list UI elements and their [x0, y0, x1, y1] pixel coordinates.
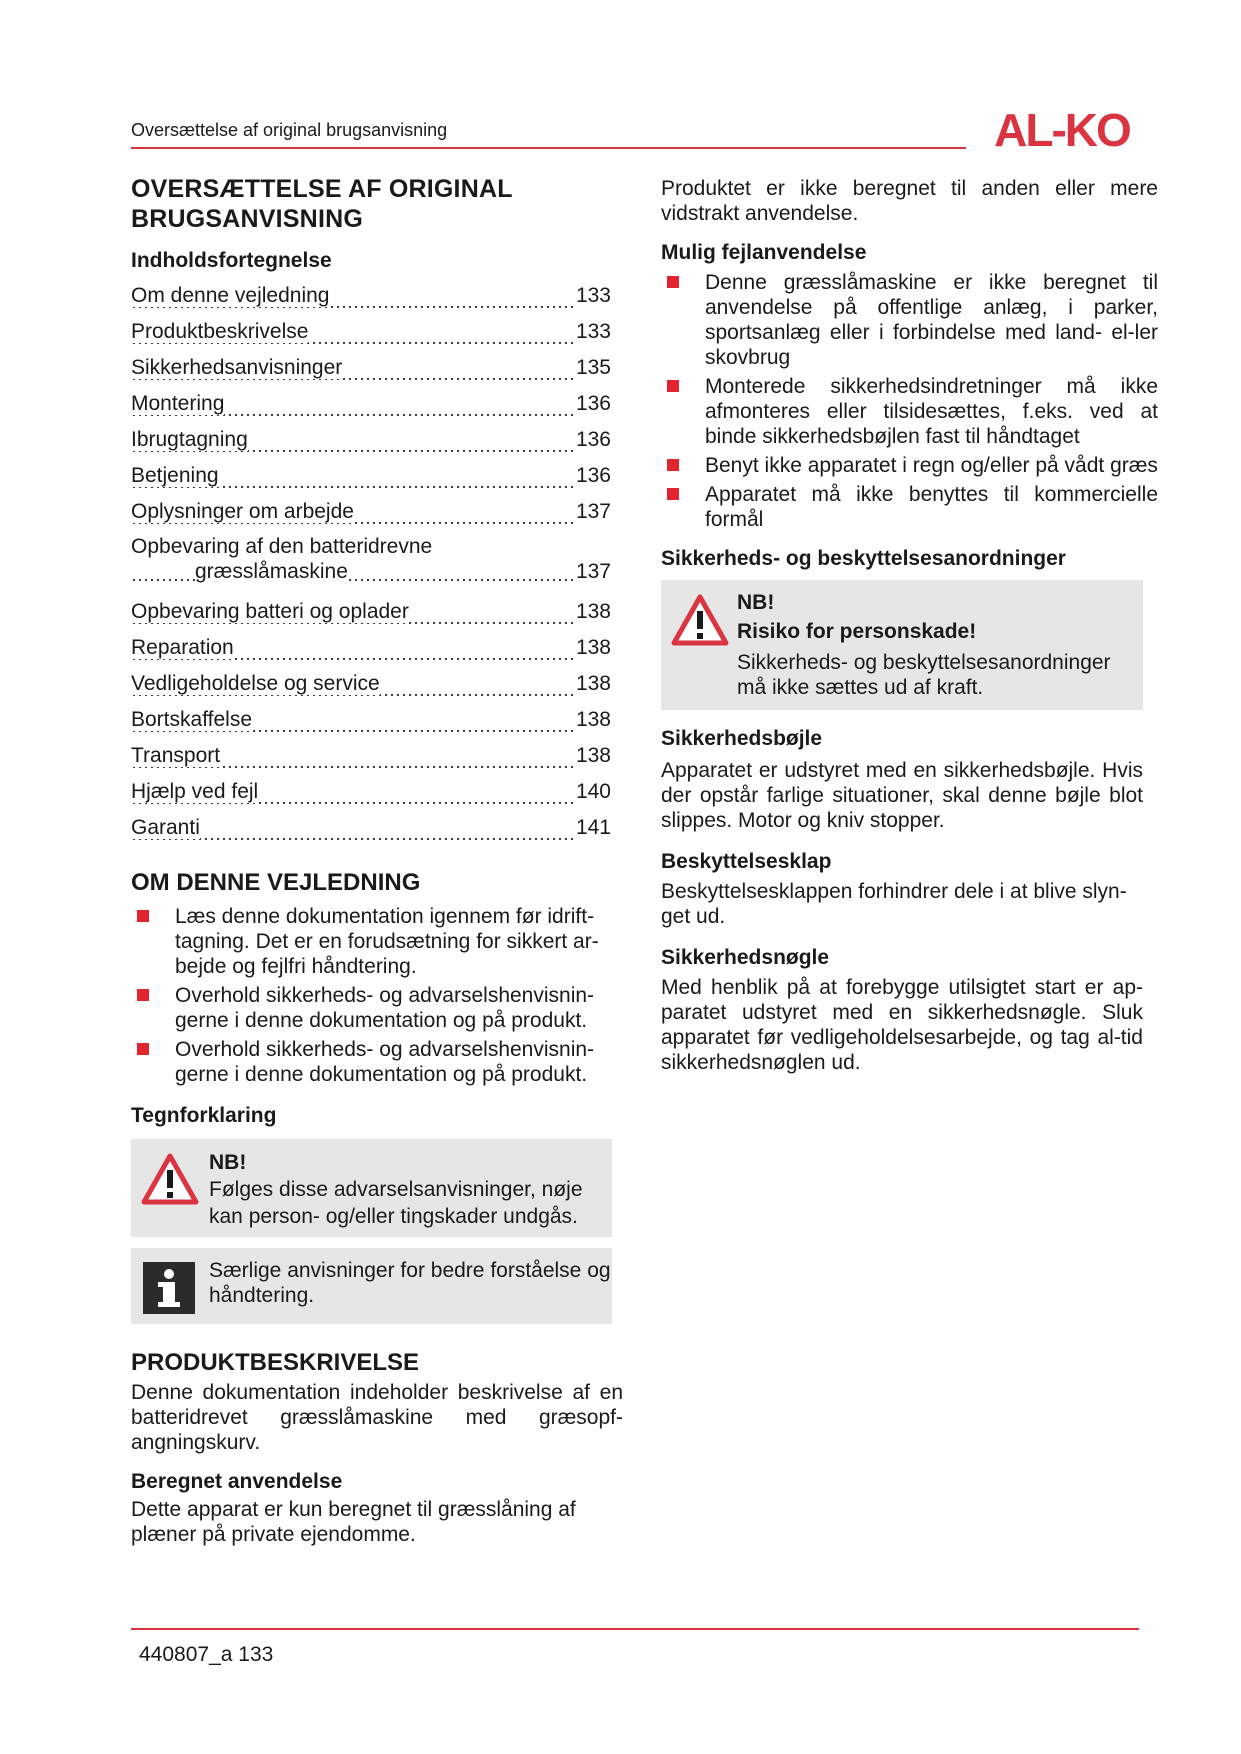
warning-triangle-icon [141, 1153, 199, 1210]
bullet-square-icon [667, 380, 679, 392]
toc-entry [131, 630, 611, 666]
warning-triangle-icon [671, 594, 729, 651]
key-text: Med henblik på at forebygge utilsigtet start er ap-paratet udstyret med en sikkerhedsnøgle. Sluk apparatet før vedligeholdelsesarbejde, og tag al-tid sikkerhedsnøglen ud. [661, 976, 1143, 1074]
warning-label: NB! [209, 1151, 247, 1174]
toc-entry-title: Oplysninger om arbejde [131, 500, 354, 523]
toc-entry [131, 774, 611, 810]
toc-entry-page: 136 [574, 422, 611, 458]
toc-entry-page: 138 [574, 738, 611, 774]
list-item: Benyt ikke apparatet i regn og/eller på vådt græs [661, 453, 1158, 478]
flap-heading: Beskyttelsesklap [661, 850, 832, 873]
info-text: Særlige anvisninger for bedre forståelse og håndtering. [209, 1259, 611, 1307]
toc-entry-title: Montering [131, 392, 225, 415]
toc-entry-title: Opbevaring batteri og oplader [131, 600, 409, 623]
header-rule [131, 147, 966, 149]
list-item: Overhold sikkerheds- og advarselshenvisnin-gerne i denne dokumentation og på produkt. [131, 983, 623, 1033]
toc-entry-page: 140 [574, 774, 611, 810]
toc-entry [131, 422, 611, 458]
toc-entry-title: Vedligeholdelse og service [131, 672, 380, 695]
legend-heading: Tegnforklaring [131, 1104, 277, 1127]
toc-entry-page: 136 [574, 458, 611, 494]
warning-text: Sikkerheds- og beskyttelsesanordninger må ikke sættes ud af kraft. [737, 651, 1111, 699]
footer-rule [131, 1628, 1139, 1630]
intro-text: Produktet er ikke beregnet til anden eller mere vidstrakt anvendelse. [661, 177, 1158, 225]
toc-entry-page: 138 [574, 594, 611, 630]
alko-logo [985, 108, 1140, 153]
toc-entry-title: Garanti [131, 816, 200, 839]
list-item: Overhold sikkerheds- og advarselshenvisnin-gerne i denne dokumentation og på produkt. [131, 1037, 623, 1087]
toc-entry [131, 594, 611, 630]
toc-entry-page: 137 [575, 560, 611, 583]
toc-entry-page: 141 [574, 810, 611, 846]
key-heading: Sikkerhedsnøgle [661, 946, 830, 969]
list-item: Denne græsslåmaskine er ikke beregnet til anvendelse på offentlige anlæg, i parker, sportsanlæg eller i forbindelse med land- el-ler skovbrug [661, 270, 1158, 370]
toc-entry-title: Reparation [131, 636, 234, 659]
toc-entry-page: 137 [574, 494, 611, 530]
bail-text: Apparatet er udstyret med en sikkerhedsbøjle. Hvis der opstår farlige situationer, skal denne bøjle blot slippes. Motor og kniv stopper. [661, 759, 1143, 832]
toc-entry [131, 458, 611, 494]
toc-entry-page: 135 [574, 350, 611, 386]
toc-entry-page: 133 [574, 314, 611, 350]
toc-entry [131, 702, 611, 738]
safety-warning-notice [661, 580, 1143, 710]
toc-entry-title: Transport [131, 744, 221, 767]
toc-entry-title: Opbevaring af den batteridrevne [131, 535, 433, 558]
toc-entry-title: Bortskaffelse [131, 708, 253, 731]
logo-text: AL-KO [994, 108, 1130, 153]
bullet-square-icon [137, 1043, 149, 1055]
legend-info-notice [131, 1248, 612, 1324]
info-icon [143, 1262, 195, 1319]
about-heading: OM DENNE VEJLEDNING [131, 869, 421, 896]
toc-entry [131, 666, 611, 702]
toc-entry-page: 133 [574, 278, 611, 314]
toc-entry [131, 494, 611, 530]
left-column [131, 174, 623, 1547]
toc-entry-page: 138 [574, 702, 611, 738]
toc-entry [131, 350, 611, 386]
right-column [661, 174, 1158, 1075]
safety-devices-heading: Sikkerheds- og beskyttelsesanordninger [661, 547, 1066, 570]
misuse-bullet-list [661, 270, 1158, 532]
toc-entry-title: Hjælp ved fejl [131, 780, 259, 803]
product-text: Denne dokumentation indeholder beskrivelse af en batteridrevet græsslåmaskine med græsopf-angningskurv. [131, 1381, 623, 1454]
bullet-square-icon [137, 910, 149, 922]
table-of-contents [131, 278, 611, 846]
toc-entry-page: 138 [574, 630, 611, 666]
list-item: Monterede sikkerhedsindretninger må ikke afmonteres eller tilsidesættes, f.eks. ved at binde sikkerhedsbøjlen fast til håndtaget [661, 374, 1158, 449]
intended-use-text: Dette apparat er kun beregnet til græsslåning af plæner på private ejendomme. [131, 1498, 576, 1546]
toc-entry-title-continued: græsslåmaskine [195, 560, 348, 583]
toc-entry-title: Betjening [131, 464, 219, 487]
intended-use-heading: Beregnet anvendelse [131, 1470, 343, 1493]
toc-entry-page: 138 [574, 666, 611, 702]
warning-label: NB! [737, 591, 775, 614]
toc-entry [131, 314, 611, 350]
toc-entry-title: Produktbeskrivelse [131, 320, 309, 343]
toc-entry [131, 810, 611, 846]
flap-text: Beskyttelsesklappen forhindrer dele i at blive slyn-get ud. [661, 880, 1127, 928]
toc-entry [131, 386, 611, 422]
toc-heading: Indholdsfortegnelse [131, 249, 332, 272]
warning-title: Risiko for personskade! [737, 620, 977, 643]
toc-entry-title: Sikkerhedsanvisninger [131, 356, 343, 379]
product-heading: PRODUKTBESKRIVELSE [131, 1349, 420, 1376]
toc-entry [131, 530, 611, 594]
toc-entry-title: Ibrugtagning [131, 428, 248, 451]
list-item: Apparatet må ikke benyttes til kommercielle formål [661, 482, 1158, 532]
misuse-heading: Mulig fejlanvendelse [661, 241, 867, 264]
main-title: OVERSÆTTELSE AF ORIGINAL BRUGSANVISNING [131, 175, 513, 233]
toc-entry-title: Om denne vejledning [131, 284, 330, 307]
footer-page-number: 440807_a 133 [139, 1643, 274, 1666]
toc-entry [131, 738, 611, 774]
bail-heading: Sikkerhedsbøjle [661, 727, 823, 750]
bullet-square-icon [667, 276, 679, 288]
legend-warning-notice [131, 1139, 612, 1237]
warning-text: Følges disse advarselsanvisninger, nøje kan person- og/eller tingskader undgås. [209, 1178, 583, 1228]
header-title: Oversættelse af original brugsanvisning [131, 120, 448, 140]
list-item: Læs denne dokumentation igennem før idrift-tagning. Det er en forudsætning for sikkert ar-bejde og fejlfri håndtering. [131, 904, 623, 979]
bullet-square-icon [137, 989, 149, 1001]
toc-entry [131, 278, 611, 314]
bullet-square-icon [667, 459, 679, 471]
bullet-square-icon [667, 488, 679, 500]
about-bullet-list [131, 904, 623, 1087]
toc-entry-page: 136 [574, 386, 611, 422]
